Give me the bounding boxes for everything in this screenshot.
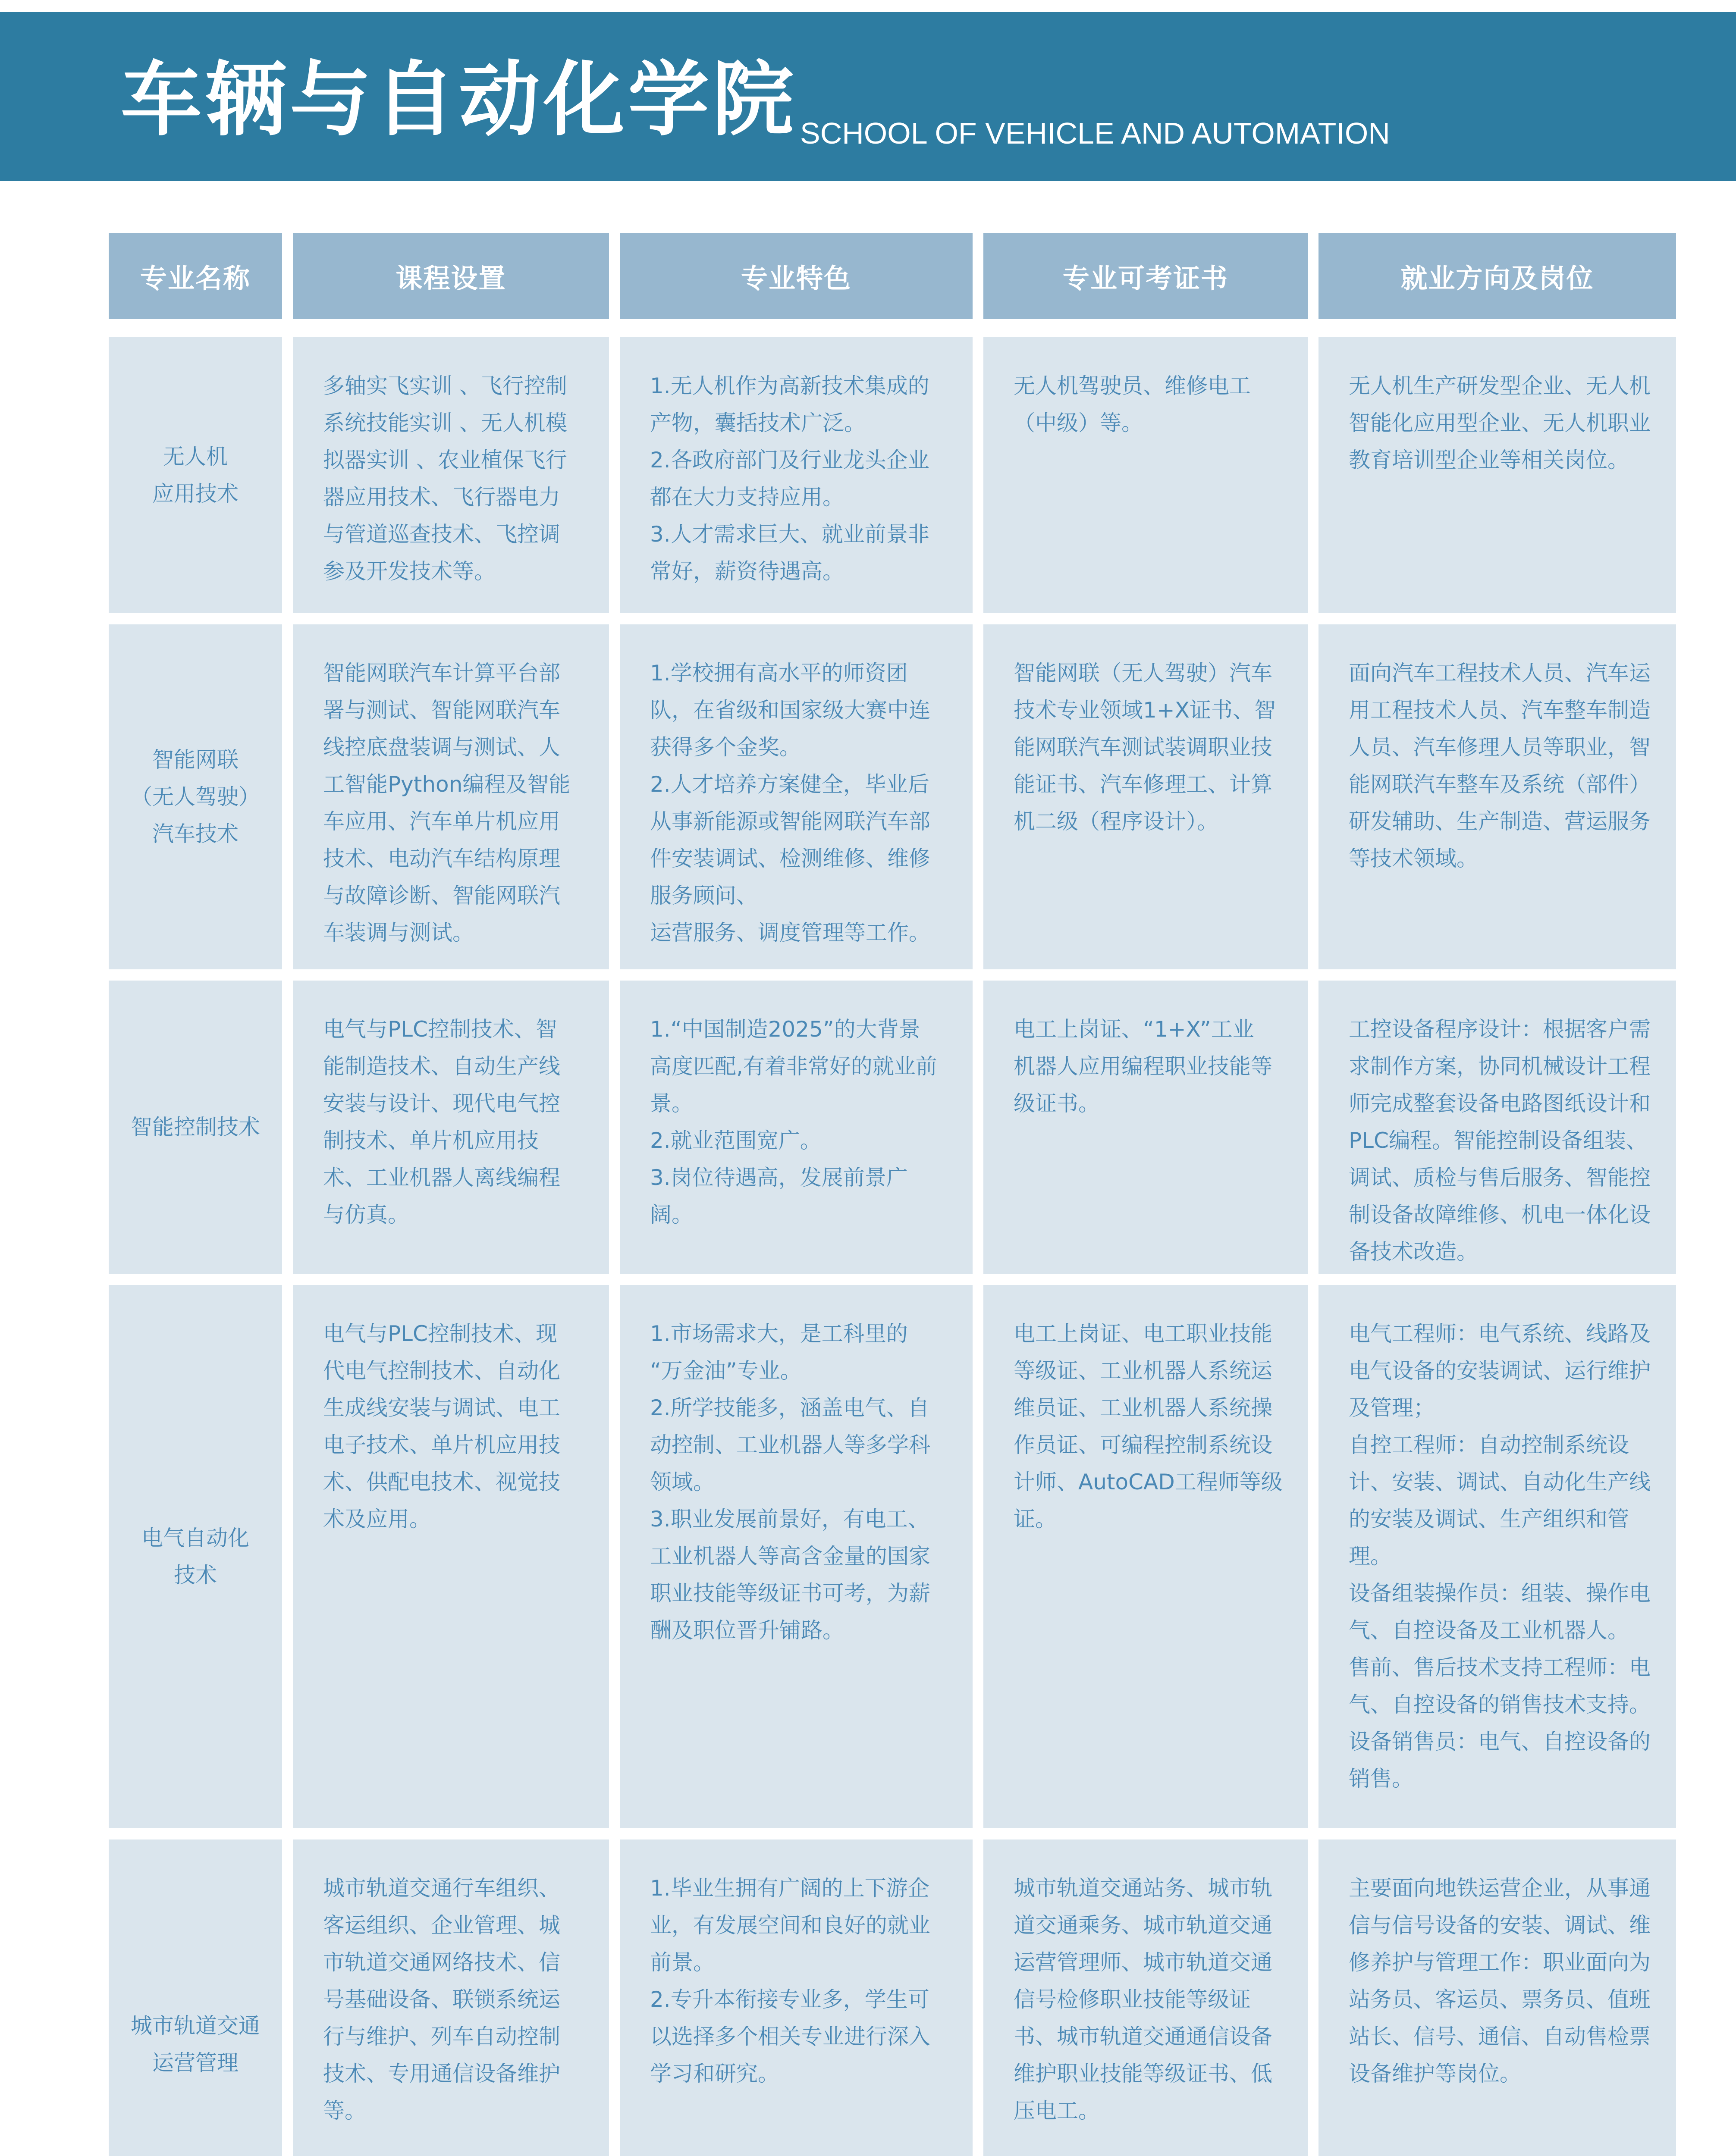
text-line: 备技术改造。 <box>1349 1239 1478 1264</box>
text-line: 车装调与测试。 <box>323 920 474 945</box>
text-line: 线控底盘装调与测试、人 <box>323 735 560 760</box>
features-cell-text <box>650 367 952 590</box>
text-line: 自控工程师：自动控制系统设 <box>1349 1432 1629 1457</box>
text-line: 术及应用。 <box>323 1507 431 1532</box>
text-line: 汽车技术 <box>152 821 239 846</box>
text-line: 与故障诊断、智能网联汽 <box>323 883 560 908</box>
text-line: 智能网联 <box>152 747 239 772</box>
text-line: 器应用技术、飞行器电力 <box>323 485 560 510</box>
certificates-cell-text <box>1014 1870 1287 2129</box>
text-line: 及管理； <box>1349 1395 1435 1420</box>
text-line: 修养护与管理工作：职业面向为 <box>1349 1950 1651 1975</box>
text-line: 2.所学技能多，涵盖电气、自 <box>650 1395 929 1420</box>
text-line: 书、城市轨道交通通信设备 <box>1014 2024 1272 2049</box>
text-line: 获得多个金奖。 <box>650 735 801 760</box>
major-name-cell-text <box>131 2007 260 2081</box>
text-line: 计、安装、调试、自动化生产线 <box>1349 1470 1651 1495</box>
text-line: 的安装及调试、生产组织和管 <box>1349 1507 1629 1532</box>
text-line: 多轴实飞实训 、飞行控制 <box>323 373 567 398</box>
text-line: 酬及职位晋升铺路。 <box>650 1618 844 1643</box>
text-line: 压电工。 <box>1014 2098 1100 2123</box>
major-name-cell <box>109 981 282 1274</box>
text-line: 技术专业领域1+X证书、智 <box>1014 698 1276 723</box>
text-line: 3.岗位待遇高，发展前景广 <box>650 1165 908 1190</box>
text-line: 电气与PLC控制技术、现 <box>323 1321 557 1346</box>
careers-cell <box>1318 337 1676 613</box>
text-line: 以选择多个相关专业进行深入 <box>650 2024 930 2049</box>
text-line: 2.专升本衔接专业多，学生可 <box>650 1987 929 2012</box>
text-line: 运营服务、调度管理等工作。 <box>650 920 930 945</box>
text-line: 气、自控设备的销售技术支持。 <box>1349 1692 1651 1717</box>
features-cell <box>620 624 973 969</box>
certificates-cell <box>983 624 1308 969</box>
text-line: 站务员、客运员、票务员、值班 <box>1349 1987 1651 2012</box>
text-line: 市轨道交通网络技术、信 <box>323 1950 560 1975</box>
courses-cell-text <box>323 1315 588 1538</box>
features-cell-text <box>650 1011 952 1233</box>
certificates-cell <box>983 1285 1308 1828</box>
text-line: 应用技术 <box>152 481 239 506</box>
text-line: （中级）等。 <box>1014 411 1143 436</box>
features-cell <box>620 1839 973 2156</box>
text-line: 制设备故障维修、机电一体化设 <box>1349 1202 1651 1227</box>
text-line: 学习和研究。 <box>650 2061 779 2086</box>
text-line: 机二级（程序设计）。 <box>1014 809 1218 834</box>
careers-cell-text <box>1349 655 1655 877</box>
text-line: 工智能Python编程及智能 <box>323 772 571 797</box>
courses-cell-text <box>323 655 588 951</box>
column-header-features: 专业特色 <box>620 233 973 319</box>
text-line: 设备维护等岗位。 <box>1349 2061 1521 2086</box>
certificates-cell <box>983 1839 1308 2156</box>
careers-cell-text <box>1349 1011 1655 1270</box>
text-line: 无人机驾驶员、维修电工 <box>1014 373 1251 398</box>
text-line: 前景。 <box>650 1950 715 1975</box>
text-line: 与仿真。 <box>323 1202 409 1227</box>
major-name-cell <box>109 1839 282 2156</box>
text-line: 电子技术、单片机应用技 <box>323 1432 560 1457</box>
text-line: 维员证、工业机器人系统操 <box>1014 1395 1272 1420</box>
text-line: 电气自动化 <box>141 1526 249 1551</box>
courses-cell-text <box>323 367 588 590</box>
text-line: 能网联汽车整车及系统（部件） <box>1349 772 1651 797</box>
careers-cell-text <box>1349 367 1655 479</box>
text-line: 运营管理师、城市轨道交通 <box>1014 1950 1272 1975</box>
text-line: 信与信号设备的安装、调试、维 <box>1349 1913 1651 1938</box>
text-line: 产物，囊括技术广泛。 <box>650 411 866 436</box>
text-line: 景。 <box>650 1091 693 1116</box>
text-line: 高度匹配,有着非常好的就业前 <box>650 1054 937 1079</box>
certificates-cell-text <box>1014 1315 1287 1538</box>
text-line: 件安装调试、检测维修、维修 <box>650 846 930 871</box>
text-line: 技术、电动汽车结构原理 <box>323 846 560 871</box>
major-name-cell <box>109 624 282 969</box>
text-line: 计师、AutoCAD工程师等级 <box>1014 1470 1283 1495</box>
text-line: 级证书。 <box>1014 1091 1100 1116</box>
careers-cell-text <box>1349 1870 1655 2092</box>
text-line: 客运组织、企业管理、城 <box>323 1913 560 1938</box>
text-line: 信号检修职业技能等级证 <box>1014 1987 1251 2012</box>
text-line: 人员、汽车修理人员等职业，智 <box>1349 735 1651 760</box>
text-line: （无人驾驶） <box>131 784 260 809</box>
text-line: 智能网联汽车计算平台部 <box>323 661 560 686</box>
text-line: 证。 <box>1014 1507 1057 1532</box>
text-line: 1.毕业生拥有广阔的上下游企 <box>650 1876 929 1901</box>
text-line: 机器人应用编程职业技能等 <box>1014 1054 1272 1079</box>
text-line: 参及开发技术等。 <box>323 559 496 584</box>
courses-cell-text <box>323 1870 588 2129</box>
text-line: 阔。 <box>650 1202 693 1227</box>
careers-cell-text <box>1349 1315 1655 1797</box>
page-title: 车辆与自动化学院 <box>121 53 797 147</box>
text-line: 能网联汽车测试装调职业技 <box>1014 735 1272 760</box>
courses-cell <box>293 337 609 613</box>
text-line: 制技术、单片机应用技 <box>323 1128 539 1153</box>
text-line: PLC编程。智能控制设备组装、 <box>1349 1128 1648 1153</box>
major-name-cell-text <box>131 741 260 852</box>
careers-cell <box>1318 624 1676 969</box>
text-line: 工业机器人等高含金量的国家 <box>650 1544 930 1569</box>
text-line: 业，有发展空间和良好的就业 <box>650 1913 930 1938</box>
features-cell <box>620 1285 973 1828</box>
text-line: 车应用、汽车单片机应用 <box>323 809 560 834</box>
certificates-cell <box>983 337 1308 613</box>
text-line: 城市轨道交通 <box>131 2013 260 2038</box>
text-line: 1.学校拥有高水平的师资团 <box>650 661 908 686</box>
text-line: 系统技能实训 、无人机模 <box>323 411 567 436</box>
text-line: 等技术领域。 <box>1349 846 1478 871</box>
features-cell <box>620 981 973 1274</box>
text-line: 城市轨道交通站务、城市轨 <box>1014 1876 1272 1901</box>
text-line: 2.各政府部门及行业龙头企业 <box>650 448 929 473</box>
text-line: 术、工业机器人离线编程 <box>323 1165 560 1190</box>
major-name-cell-text <box>131 1109 260 1146</box>
text-line: 教育培训型企业等相关岗位。 <box>1349 448 1629 473</box>
text-line: 站长、信号、通信、自动售检票 <box>1349 2024 1651 2049</box>
courses-cell <box>293 981 609 1274</box>
courses-cell <box>293 1285 609 1828</box>
features-cell-text <box>650 1315 952 1649</box>
text-line: 2.就业范围宽广。 <box>650 1128 822 1153</box>
text-line: 技术、专用通信设备维护 <box>323 2061 560 2086</box>
text-line: 1.市场需求大，是工科里的 <box>650 1321 908 1346</box>
text-line: 领域。 <box>650 1470 715 1495</box>
text-line: 求制作方案，协同机械设计工程 <box>1349 1054 1651 1079</box>
text-line: 道交通乘务、城市轨道交通 <box>1014 1913 1272 1938</box>
text-line: 售前、售后技术支持工程师：电 <box>1349 1655 1651 1680</box>
text-line: 智能控制技术 <box>131 1115 260 1140</box>
courses-cell <box>293 1839 609 2156</box>
text-line: 能证书、汽车修理工、计算 <box>1014 772 1272 797</box>
text-line: “万金油”专业。 <box>650 1358 802 1383</box>
certificates-cell-text <box>1014 367 1287 442</box>
text-line: 维护职业技能等级证书、低 <box>1014 2061 1272 2086</box>
text-line: 工控设备程序设计：根据客户需 <box>1349 1017 1651 1042</box>
text-line: 无人机生产研发型企业、无人机 <box>1349 373 1651 398</box>
certificates-cell-text <box>1014 1011 1287 1122</box>
major-name-cell <box>109 337 282 613</box>
features-cell <box>620 337 973 613</box>
text-line: 电气工程师：电气系统、线路及 <box>1349 1321 1651 1346</box>
major-name-cell-text <box>141 1520 249 1594</box>
header-banner <box>0 12 1736 181</box>
careers-cell <box>1318 1285 1676 1828</box>
text-line: 能制造技术、自动生产线 <box>323 1054 560 1079</box>
text-line: 主要面向地铁运营企业，从事通 <box>1349 1876 1651 1901</box>
features-cell-text <box>650 1870 952 2092</box>
column-header-major: 专业名称 <box>109 233 282 319</box>
careers-cell <box>1318 1839 1676 2156</box>
majors-table <box>109 233 1677 2156</box>
text-line: 技术 <box>174 1563 217 1588</box>
text-line: 无人机 <box>163 444 228 469</box>
text-line: 1.“中国制造2025”的大背景 <box>650 1017 920 1042</box>
text-line: 1.无人机作为高新技术集成的 <box>650 373 929 398</box>
text-line: 用工程技术人员、汽车整车制造 <box>1349 698 1651 723</box>
text-line: 2.人才培养方案健全，毕业后 <box>650 772 929 797</box>
text-line: 队，在省级和国家级大赛中连 <box>650 698 930 723</box>
text-line: 行与维护、列车自动控制 <box>323 2024 560 2049</box>
text-line: 智能网联（无人驾驶）汽车 <box>1014 661 1272 686</box>
text-line: 等。 <box>323 2098 366 2123</box>
text-line: 署与测试、智能网联汽车 <box>323 698 560 723</box>
text-line: 设备销售员：电气、自控设备的 <box>1349 1729 1651 1754</box>
major-name-cell-text <box>152 438 239 512</box>
text-line: 与管道巡查技术、飞控调 <box>323 522 560 547</box>
text-line: 气、自控设备及工业机器人。 <box>1349 1618 1629 1643</box>
page-subtitle: SCHOOL OF VEHICLE AND AUTOMATION <box>800 116 1390 150</box>
text-line: 常好，薪资待遇高。 <box>650 559 844 584</box>
text-line: 研发辅助、生产制造、营运服务 <box>1349 809 1651 834</box>
text-line: 等级证、工业机器人系统运 <box>1014 1358 1272 1383</box>
text-line: 电气与PLC控制技术、智 <box>323 1017 557 1042</box>
text-line: 运营管理 <box>152 2050 239 2075</box>
column-header-certificates: 专业可考证书 <box>983 233 1308 319</box>
text-line: 3.人才需求巨大、就业前景非 <box>650 522 929 547</box>
text-line: 调试、质检与售后服务、智能控 <box>1349 1165 1651 1190</box>
certificates-cell-text <box>1014 655 1287 840</box>
text-line: 城市轨道交通行车组织、 <box>323 1876 560 1901</box>
column-header-careers: 就业方向及岗位 <box>1318 233 1676 319</box>
certificates-cell <box>983 981 1308 1274</box>
major-name-cell <box>109 1285 282 1828</box>
column-header-courses: 课程设置 <box>293 233 609 319</box>
text-line: 动控制、工业机器人等多学科 <box>650 1432 930 1457</box>
text-line: 3.职业发展前景好，有电工、 <box>650 1507 929 1532</box>
text-line: 都在大力支持应用。 <box>650 485 844 510</box>
text-line: 职业技能等级证书可考，为薪 <box>650 1581 930 1606</box>
features-cell-text <box>650 655 952 951</box>
text-line: 生成线安装与调试、电工 <box>323 1395 560 1420</box>
text-line: 电气设备的安装调试、运行维护 <box>1349 1358 1651 1383</box>
text-line: 代电气控制技术、自动化 <box>323 1358 560 1383</box>
text-line: 作员证、可编程控制系统设 <box>1014 1432 1272 1457</box>
text-line: 从事新能源或智能网联汽车部 <box>650 809 930 834</box>
text-line: 销售。 <box>1349 1766 1413 1791</box>
text-line: 电工上岗证、“1+X”工业 <box>1014 1017 1254 1042</box>
courses-cell-text <box>323 1011 588 1233</box>
text-line: 智能化应用型企业、无人机职业 <box>1349 411 1651 436</box>
text-line: 面向汽车工程技术人员、汽车运 <box>1349 661 1651 686</box>
text-line: 师完成整套设备电路图纸设计和 <box>1349 1091 1651 1116</box>
courses-cell <box>293 624 609 969</box>
text-line: 设备组装操作员：组装、操作电 <box>1349 1581 1651 1606</box>
careers-cell <box>1318 981 1676 1274</box>
text-line: 号基础设备、联锁系统运 <box>323 1987 560 2012</box>
text-line: 电工上岗证、电工职业技能 <box>1014 1321 1272 1346</box>
text-line: 服务顾问、 <box>650 883 758 908</box>
text-line: 拟器实训 、农业植保飞行 <box>323 448 567 473</box>
text-line: 安装与设计、现代电气控 <box>323 1091 560 1116</box>
text-line: 术、供配电技术、视觉技 <box>323 1470 560 1495</box>
text-line: 理。 <box>1349 1544 1392 1569</box>
